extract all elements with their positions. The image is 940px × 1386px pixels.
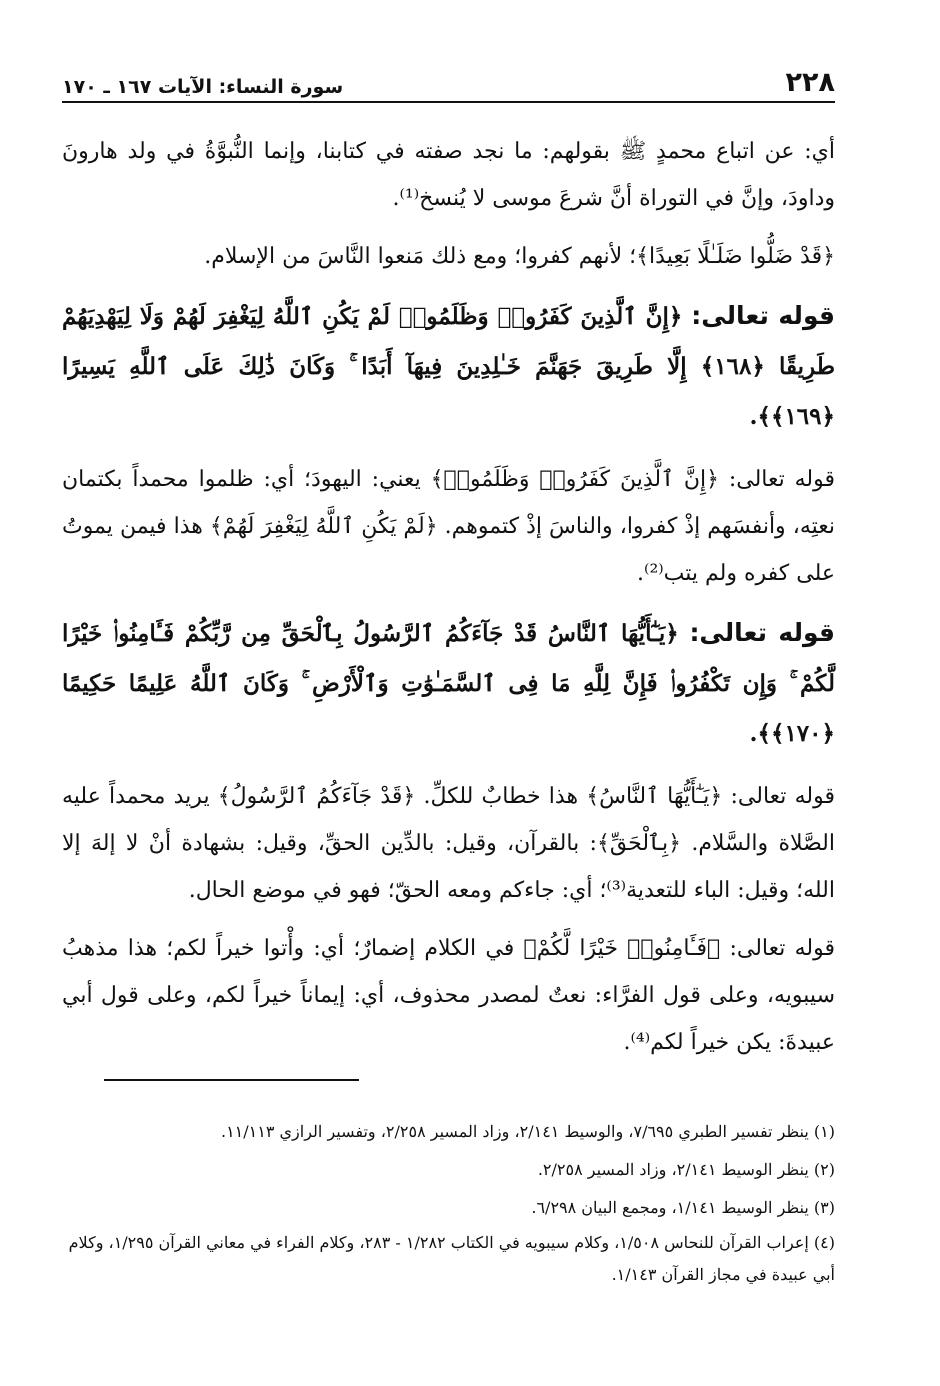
main-text [62, 128, 835, 1077]
footnote-3: (٣) ينظر الوسيط ١/١٤١، ومجمع البيان ٦/٢٩٨. [531, 1198, 835, 1217]
footnote-2: (٢) ينظر الوسيط ٢/١٤١، وزاد المسير ٢/٢٥٨. [537, 1160, 835, 1179]
ayah-label-2: قوله تعالى: [689, 618, 836, 647]
commentary-1: قوله تعالى: ﴿إِنَّ ٱلَّذِينَ كَفَرُوا۟ وَظَلَمُوا۟﴾ يعني: اليهودَ؛ أي: ظلموا محمداً بكتمان نعتِه، وأنفسَهم إذْ كفروا، والناسَ إذْ كتموهم. ﴿لَمْ يَكُنِ ٱللَّهُ لِيَغْفِرَ لَهُمْ﴾ هذا فيمن يموتُ على كفره ولم يتب⁽²⁾. [62, 467, 835, 586]
commentary-3: قوله تعالى: ﴿فَـَٔامِنُوا۟ خَيْرًا لَّكُمْ﴾ في الكلام إضمارٌ؛ أي: وأْتوا خيراً لكم؛ هذا مذهبُ سيبويه، وعلى قول الفرَّاء: نعتٌ لمصدر محذوف، أي: إيماناً خيراً لكم، وعلى قول أبي عبيدةَ: يكن خيراً لكم⁽⁴⁾. [62, 936, 835, 1055]
running-title: سورة النساء: الآيات ١٦٧ ـ ١٧٠ [62, 76, 344, 98]
page-header [62, 58, 835, 98]
footnote-separator [104, 1079, 359, 1081]
ayah-text-1: ﴿إِنَّ ٱلَّذِينَ كَفَرُوا۟ وَظَلَمُوا۟ لَمْ يَكُنِ ٱللَّهُ لِيَغْفِرَ لَهُمْ وَلَا لِيَهْدِيَهُمْ طَرِيقًا ﴿١٦٨﴾ إِلَّا طَرِيقَ جَهَنَّمَ خَـٰلِدِينَ فِيهَآ أَبَدًا ۚ وَكَانَ ذَٰلِكَ عَلَى ٱللَّهِ يَسِيرًا ﴿١٦٩﴾﴾. [62, 303, 835, 430]
ayah-text-2: ﴿يَـٰٓأَيُّهَا ٱلنَّاسُ قَدْ جَآءَكُمُ ٱلرَّسُولُ بِٱلْحَقِّ مِن رَّبِّكُمْ فَـَٔامِنُوا۟ خَيْرًا لَّكُمْ ۚ وَإِن تَكْفُرُوا۟ فَإِنَّ لِلَّهِ مَا فِى ٱلسَّمَـٰوَٰتِ وَٱلْأَرْضِ ۚ وَكَانَ ٱللَّهُ عَلِيمًا حَكِيمًا ﴿١٧٠﴾﴾. [62, 620, 835, 747]
footnotes [62, 1113, 835, 1291]
footnote-1: (١) ينظر تفسير الطبري ٧/٦٩٥، والوسيط ٢/١٤١، وزاد المسير ٢/٢٥٨، وتفسير الرازي ١١/١١٣. [220, 1122, 835, 1141]
commentary-2: قوله تعالى: ﴿يَـٰٓأَيُّهَا ٱلنَّاسُ﴾ هذا خطابٌ للكلِّ. ﴿قَدْ جَآءَكُمُ ٱلرَّسُولُ﴾ يريد محمداً عليه الصَّلاة والسَّلام. ﴿بِٱلْحَقِّ﴾: بالقرآن، وقيل: بالدِّين الحقِّ، وقيل: بشهادة أنْ لا إلهَ إلا الله؛ وقيل: الباء للتعدية⁽³⁾؛ أي: جاءكم ومعه الحقّ؛ فهو في موضع الحال. [62, 784, 835, 903]
footnote-4: (٤) إعراب القرآن للنحاس ١/٥٠٨، وكلام سيبويه في الكتاب ١/٢٨٢ - ٢٨٣، وكلام الفراء في معاني القرآن ١/٢٩٥، وكلام أبي عبيدة في مجاز القرآن ١/١٤٣. [68, 1233, 835, 1284]
paragraph-2: ﴿قَدْ ضَلُّوا ضَلَـٰلًا بَعِيدًا﴾؛ لأنهم كفروا؛ ومع ذلك مَنعوا النَّاسَ من الإسلام. [204, 244, 835, 269]
header-rule [62, 101, 835, 103]
ayah-block-1 [62, 291, 835, 442]
ayah-block-2 [62, 608, 835, 759]
page-number: ٢٢٨ [785, 67, 835, 98]
paragraph-1: أي: عن اتباع محمدٍ ﷺ بقولهم: ما نجد صفته في كتابنا، وإنما النُّبوَّةُ في ولد هارونَ وداودَ، وإنَّ في التوراة أنَّ شرعَ موسى لا يُنسخ⁽¹⁾. [62, 139, 835, 211]
ayah-label-1: قوله تعالى: [691, 301, 835, 330]
